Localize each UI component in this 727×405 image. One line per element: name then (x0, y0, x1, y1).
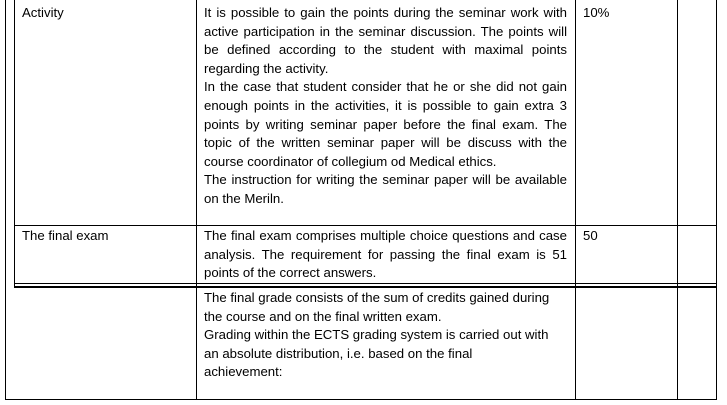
activity-share-cell (583, 4, 673, 23)
final-exam-label: The final exam (22, 228, 109, 243)
activity-paragraph: It is possible to gain the points during the seminar work with active participation in the seminar discussion. The points will be defined according to the student with maximal points regarding the activity. (204, 5, 567, 76)
activity-paragraph: In the case that student consider that he or she did not gain enough points in the activities, it is possible to gain extra 3 points by writing seminar paper before the final exam. The topic of the written seminar paper will be discuss with the course coordinator of collegium od Medical ethics. (204, 79, 567, 169)
row-divider-2 (14, 283, 716, 284)
grading-line: the course and on the final written exam. (204, 308, 442, 324)
row-divider-1 (14, 225, 716, 226)
final-exam-share-cell (583, 227, 673, 246)
outer-left-border-inner (14, 0, 15, 286)
activity-paragraph: The instruction for writing the seminar paper will be available on the Meriln. (204, 172, 567, 206)
col-divider-3 (677, 0, 678, 400)
activity-label: Activity (22, 5, 64, 20)
outer-left-border (5, 0, 6, 400)
grading-line: The final grade consists of the sum of credits gained during (204, 290, 550, 305)
final-exam-label-cell (22, 227, 192, 246)
final-exam-description-cell (204, 227, 567, 283)
activity-share: 10% (583, 5, 610, 20)
activity-label-cell (22, 4, 192, 23)
outer-right-border (716, 0, 717, 400)
activity-description-cell (204, 4, 567, 209)
final-exam-share: 50 (583, 228, 598, 243)
col-divider-1 (196, 0, 197, 400)
grading-line: an absolute distribution, i.e. based on the final (204, 345, 473, 361)
final-exam-paragraph: The final exam comprises multiple choice questions and case analysis. The requirement for passing the final exam is 51 points of the correct answers. (204, 228, 567, 281)
row-divider-3 (14, 286, 716, 288)
bottom-border (5, 399, 716, 400)
grading-line: Grading within the ECTS grading system is carried out with (204, 327, 549, 343)
grading-description-cell (204, 289, 572, 382)
grading-line: achievement: (204, 364, 283, 380)
col-divider-2 (575, 0, 576, 400)
